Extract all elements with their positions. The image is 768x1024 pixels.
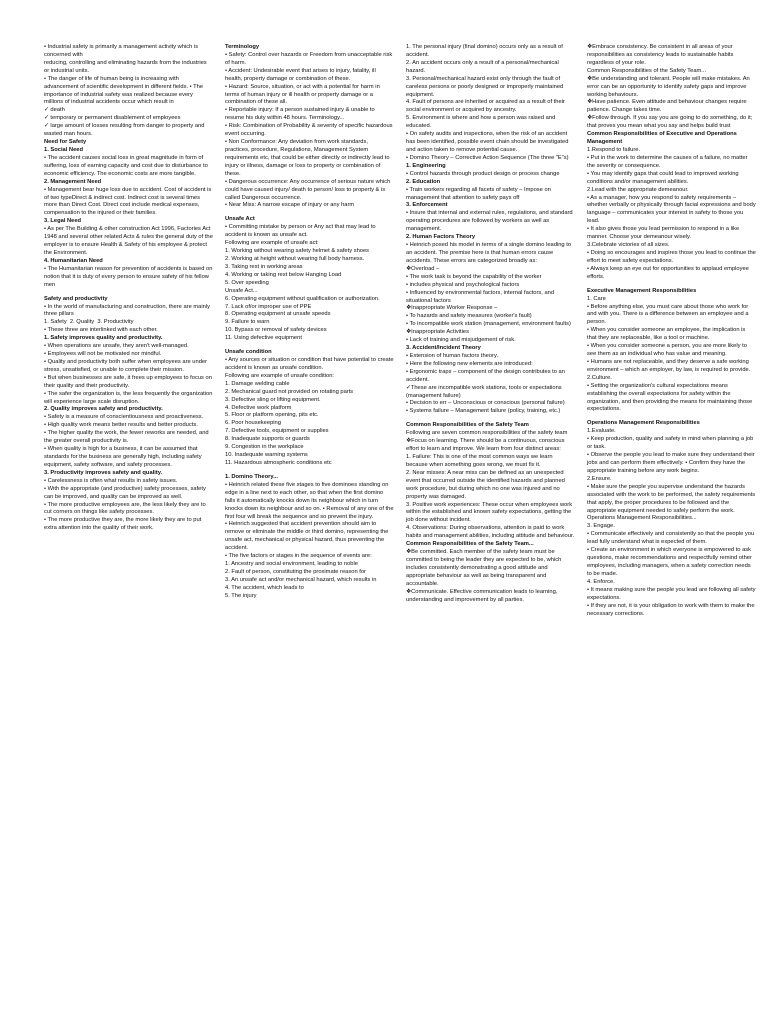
column-4 [587, 44, 756, 974]
paragraph: • Doing so encourages and inspires those you lead to continue the effort to meet safety expectations. [587, 249, 758, 264]
paragraph: 10. Bypass or removal of safety devices [225, 327, 327, 334]
paragraph: 2.Culture. [587, 374, 612, 381]
paragraph: • To hazards and safety measures (worker's fault) [406, 313, 532, 320]
section-heading: 3. Enforcement [406, 202, 448, 209]
paragraph: • Observe the people you lead to make sure they understand their jobs and can perform them effectively. • Confirm they have the appropriate training before any work begins. [587, 452, 757, 474]
paragraph: • The accident causes social loss in great magnitude in form of suffering, loss of earning capacity and cost due to disturbance to economic efficiency. The economic costs are more tangible. [44, 154, 210, 177]
paragraph: • With the appropriate (and productive) safety processes, safety can be improved, and quality can be improved as well. [44, 485, 208, 500]
paragraph: • Create an environment in which everyone is empowered to ask questions, make recommendations and respectfully remind other employees, including managers, when a safety correction needs to be made. [587, 547, 754, 577]
paragraph: • To incompatible work station (management, environment faults) [406, 321, 571, 328]
paragraph: • High quality work means better results and better products. [44, 422, 198, 429]
paragraph: 2. Fault of person, constituting the proximate reason for [225, 569, 366, 575]
paragraph: • Carelessness is often what results in safety issues. [44, 477, 178, 484]
paragraph: 2.Lead with the appropriate demeanour. [587, 186, 689, 193]
section-heading: 3. Productivity improves safety and quality. [44, 469, 163, 476]
section-heading: Need for Safety [44, 139, 87, 146]
paragraph: 3. Taking rest in working areas [225, 263, 303, 270]
paragraph: 8. Operating equipment at unsafe speeds [225, 311, 331, 318]
section-heading: 2. Management Need [44, 178, 102, 185]
paragraph: 5. Environment is where and how a person was raised and educated. [406, 115, 557, 130]
paragraph: • The safer the organization is, the less frequently the organization will experience large scale disruption. [44, 390, 215, 405]
paragraph: 1. Safety 2. Quality 3. Productivity [44, 319, 134, 326]
paragraph: • The more productive employees are, the less likely they are to cut corners on things like safety processes. [44, 501, 208, 516]
section-heading: 3. Accident/Incident Theory [406, 345, 481, 352]
paragraph: • Industrial safety is primarily a management activity which is concerned with [44, 44, 200, 58]
paragraph: • Hazard: Source, situation, or act with a potential for harm in terms of human injury or ill health or property damage or a combination of these all. [225, 83, 382, 106]
paragraph: • These three are interlinked with each other. [44, 327, 158, 334]
paragraph: • The higher quality the work, the fewer reworks are needed, and the greater overall productivity is. [44, 430, 211, 445]
paragraph: 5. The injury [225, 592, 257, 599]
paragraph: 4. Fault of persons are inherited or acquired as a result of their social environment or acquired by ancestry. [406, 99, 567, 114]
paragraph: 10. Inadequate warning systems [225, 452, 308, 459]
paragraph: Unsafe Act... [225, 287, 258, 294]
paragraph: • Always keep an eye out for opportunities to applaud employee efforts. [587, 265, 751, 280]
paragraph: • Heinrich related these five stages to five dominoes standing on edge in a line next to each other, so that when the first domino falls it automatically knocks down its neighbour which in turn knocks down its neighbour and so on. • Removal of any one of the first four will break the sequence and so prevent the injury. [225, 481, 396, 520]
paragraph: • Influenced by environmental factors, internal factors, and situational factors [406, 289, 556, 304]
paragraph: • Extension of human factors theory. [406, 352, 499, 359]
section-heading: 2. Education [406, 178, 441, 185]
section-heading: Common Responsibilities of the Safety Team... [406, 541, 534, 548]
paragraph: • Management bear huge loss due to accident. Cost of accident is of two typeDirect & indirect cost. Indirect cost is several times more than Direct Cost. Direct cost include medical expenses, compensation to the injured or their families. [44, 186, 213, 217]
paragraph: 11. Hazardous atmospheric conditions etc [225, 460, 332, 467]
paragraph: 4. Defective work platform [225, 404, 292, 411]
paragraph: 4. The accident, which leads to [225, 584, 304, 591]
column-3 [406, 44, 575, 974]
paragraph: • Reportable injury: If a person sustained injury & unable to resume his duty within 48 hours. Terminology... [225, 107, 377, 122]
section-heading: Executive Management Responsibilities [587, 287, 697, 294]
paragraph: ✓ large amount of losses resulting from danger to property and wasted man hours. [44, 123, 207, 138]
paragraph: 3. Personal/mechanical hazard exist only through the fault of careless persons or poorly designed or improperly maintained equipment. [406, 75, 565, 98]
paragraph: • Setting the organization's cultural expectations means establishing the overall expectations for safety within the organization, and then providing the means for maintaining those expectations. [587, 382, 754, 413]
paragraph: 4. Observations: During observations, attention is paid to work habits and management abilities, including attitude and behaviour. [406, 525, 575, 540]
paragraph: • On safety audits and inspections, when the risk of an accident has been identified, possible event chain should be investigated and action taken to remove potential cause. [406, 131, 571, 153]
paragraph: • You may identify gaps that could lead to improved working conditions and/or management abilities. [587, 170, 741, 185]
section-heading: Safety and productivity [44, 295, 108, 302]
paragraph: • Any sources or situation or condition that have potential to create accident is known as unsafe condition. [225, 357, 396, 371]
paragraph: • It also gives those you lead permission to respond in a like manner. Choose your demeanour wisely. [587, 226, 741, 241]
paragraph: • If they are not, it is your obligation to work with them to make the necessary corrections. [587, 602, 757, 617]
paragraph: • Lack of training and misjudgement of risk. [406, 337, 516, 344]
paragraph: • Communicate effectively and consistently so that the people you lead fully understand what is expected of them. [587, 531, 756, 546]
paragraph: • Decision to err – Unconscious or conscious (personal failure) [406, 400, 565, 407]
paragraph: • The danger of life of human being is increasing with advancement of scientific development in different fields. • The importance of industrial safety was realized because every millions of industrial accidents occur which result in [44, 75, 205, 106]
paragraph: 3.Celebrate victories of all sizes. [587, 242, 670, 249]
paragraph: 1. Ancestry and social environment, leading to noble [225, 561, 358, 568]
paragraph: • Non Conformance: Any deviation from work standards, practices, procedure, Regulations, Management System requirements etc, that could be either directly or indirectly lead to injury or illness, damage or loss to property or combination of these. [225, 139, 392, 177]
paragraph: 2. An accident occurs only a result of a personal/mechanical hazard. [406, 59, 561, 74]
paragraph: • Employees will not be motivated nor mindful. [44, 351, 162, 358]
paragraph: ❖Focus on learning. There should be a continuous, conscious effort to learn and improve. We learn from four distinct areas: [406, 438, 567, 453]
paragraph: ❖Communicate. Effective communication leads to learning, understanding and improvement by all parties. [406, 588, 560, 603]
paragraph: 1.Respond to failure. [587, 146, 641, 153]
paragraph: 4. Enforce. [587, 578, 615, 585]
paragraph: • The more productive they are, the more likely they are to put extra attention into the quality of their work. [44, 517, 203, 532]
paragraph: 2. Near misses: A near miss can be defined as an unexpected event that occurred outside the identified hazards and planned work procedure, but during which no one was injured and no property was damaged. [406, 469, 567, 500]
section-heading: 1. Social Need [44, 146, 83, 153]
paragraph: • Before anything else, you must care about those who work for and with you. There is a difference between an employee and a person. [587, 303, 751, 326]
paragraph: 9. Congestion in the workplace [225, 444, 304, 451]
paragraph: Following are seven common responsibilities of the safety team [406, 430, 568, 437]
column-2 [225, 44, 394, 974]
paragraph: • Near Miss: A narrow escape of injury or any harm [225, 202, 355, 209]
paragraph: ✓ death [44, 107, 65, 114]
section-heading: 2. Human Factors Theory [406, 234, 476, 241]
paragraph: 1. Failure: This is one of the most common ways we learn because when something goes wrong, we must fix it. [406, 454, 555, 468]
paragraph: • Committing mistake by person or Any act that may lead to accident is known as unsafe act. [225, 224, 378, 239]
paragraph: • When you consider someone an employee, the implication is that they are replaceable, like a tool or machine. [587, 327, 747, 342]
section-heading: 3. Legal Need [44, 218, 82, 225]
paragraph: 3. Engage. [587, 523, 615, 530]
paragraph: 1. The personal injury (final domino) occurs only as a result of accident. [406, 44, 565, 58]
paragraph: • Heinrich posed his model in terms of a single domino leading to an accident. The premise here is that human errors cause accidents. These errors are categorized broadly as: [406, 242, 573, 264]
paragraph: • Here the following new elements are introduced: [406, 360, 533, 367]
paragraph: • The five factors or stages in the sequence of events are: [225, 553, 372, 560]
paragraph: • Domino Theory – Corrective Action Sequence (The three "E"s) [406, 154, 569, 161]
paragraph: ❖Follow through. If you say you are going to do something, do it; that proves you mean what you say and helps build trust [587, 115, 754, 130]
section-heading: 1. Safety improves quality and productivity. [44, 335, 163, 342]
paragraph: ❖Be understanding and tolerant. People will make mistakes. An error can be an opportunity to identify safety gaps and improve working behaviours. [587, 75, 752, 98]
section-heading: 1. Engineering [406, 162, 446, 169]
paragraph: • Humans are not replaceable, and they deserve a safe working environment – which an employer, by law, is required to provide. [587, 358, 751, 373]
paragraph: ❖Have patience. Even attitude and behaviour changes require patience. Change takes time. [587, 99, 749, 114]
paragraph: • Control hazards through product design or process change [406, 170, 560, 177]
section-heading: Unsafe condition [225, 349, 272, 356]
section-heading: 1. Domino Theory... [225, 473, 278, 480]
paragraph: 1. Damage welding cable [225, 380, 290, 387]
paragraph: • Put in the work to determine the causes of a failure, no matter the severity or consequence. [587, 154, 750, 169]
paragraph: • Safety: Control over hazards or Freedom from unacceptable risk of harm. [225, 51, 394, 66]
paragraph: 7. Lack of/or improper use of PPE [225, 303, 312, 310]
paragraph: 2.Ensure. [587, 475, 612, 482]
paragraph: • includes physical and psychological factors [406, 281, 520, 288]
paragraph: 6. Poor housekeeping [225, 420, 281, 427]
section-heading: 2. Quality improves safety and productivity. [44, 406, 163, 413]
paragraph: • Risk: Combination of Probability & severity of specific hazardous event occurring. [225, 123, 395, 138]
paragraph: • Ergonomic traps – component of the design contributes to an accident. [406, 368, 567, 383]
section-heading: Operations Management Responsibilities [587, 420, 700, 427]
paragraph: • When quality is high for a business, it can be assumed that standards for the business are generally high, including safety equipment, safety software, and safety processes. [44, 446, 204, 468]
document-page [44, 44, 756, 974]
paragraph: 7. Defective tools, equipment or supplies [225, 428, 329, 435]
paragraph: 1. Care [587, 295, 606, 302]
paragraph: 1.Evaluate. [587, 428, 616, 435]
paragraph: Following are example of unsafe condition: [225, 372, 334, 379]
paragraph: 11. Using defective equipment [225, 335, 302, 342]
paragraph: ❖Overload – [406, 265, 440, 272]
section-heading: 4. Humanitarian Need [44, 257, 103, 264]
paragraph: ❖Embrace consistency. Be consistent in all areas of your responsibilities as consistency leads to sustainable habits regardless of your role. [587, 44, 735, 66]
section-heading: Unsafe Act [225, 216, 255, 223]
paragraph: ❖Inappropriate Activities [406, 329, 470, 336]
paragraph: Common Responsibilities of the Safety Team... [587, 67, 707, 74]
paragraph: • It means making sure the people you lead are following all safety expectations. [587, 586, 758, 601]
paragraph: 2. Mechanical guard not provided on rotating parts [225, 388, 354, 395]
paragraph: • Accident: Undesirable event that arises to injury, fatality, ill health, property damage or combination of these. [225, 67, 378, 82]
paragraph: • Insure that internal and external rules, regulations, and standard operating procedures are followed by workers as well as management. [406, 210, 575, 233]
paragraph: • Train workers regarding all facets of safety – Impose on management that attention to safety pays off [406, 186, 553, 201]
paragraph: • Quality and productivity both suffer when employees are under stress, unsatisfied, or unable to complete their mission. [44, 358, 209, 373]
paragraph: • Heinrich suggested that accident prevention should aim to remove or eliminate the middle or third domino, representing the unsafe act, mechanical or physical hazard, thus preventing the accident. [225, 521, 390, 552]
paragraph: ❖Inappropriate Worker Response – [406, 305, 498, 312]
paragraph: 3. An unsafe act and/or mechanical hazard, which results in [225, 576, 377, 583]
paragraph: 6. Operating equipment without qualification or authorization. [225, 295, 380, 302]
paragraph: 8. Inadequate supports or guards [225, 436, 310, 443]
paragraph: • Make sure the people you supervise understand the hazards associated with the work to be performed, the safety requirements that apply, the proper procedures to be followed and the appropriate equipment needed to safely perform the work. [587, 483, 757, 514]
paragraph: • When you consider someone a person, you are more likely to see them as an individual who has value and meaning. [587, 343, 749, 358]
paragraph: • As a manager, how you respond to safety requirements – whether verbally or physically through facial expressions and body language – communicates your interest in safety to those you lead. [587, 194, 758, 225]
paragraph: • Safety is a measure of conscientiousness and proactiveness. [44, 414, 204, 421]
paragraph: • As per The Building & other construction Act 1996, Factories Act 1948 and several other related Acts & rules the general duty of the employer is to ensure Health & Safety of his employee & protect the Environment. [44, 226, 215, 256]
paragraph: • In the world of manufacturing and construction, there are mainly three pillars [44, 303, 212, 318]
paragraph: 1. Working without wearing safety helmet & safety shoes [225, 248, 370, 255]
paragraph: 3. Defective sling or lifting equipment. [225, 396, 321, 403]
paragraph: ❖Be committed. Each member of the safety team must be committed to being the leader they are expected to be, which includes consistently demonstrating a good attitude and appropriate behaviour as well as being transparent and accountable. [406, 549, 563, 587]
paragraph: reducing, controlling and eliminating hazards from the industries or industrial units. [44, 59, 209, 74]
paragraph: • The work task is beyond the capability of the worker [406, 273, 542, 280]
paragraph: • But when businesses are safe, it frees up employees to focus on their quality and their productivity. [44, 374, 214, 389]
paragraph: 9. Failure to warn [225, 319, 270, 326]
paragraph: • Dangerous occurrence: Any occurrence of serious nature which could have caused injury/ death to person/ loss to property & is called Dangerous occurrence. [225, 178, 392, 201]
paragraph: • Systems failure – Management failure (policy, training, etc.) [406, 408, 561, 415]
paragraph: • The Humanitarian reason for prevention of accidents is based on notion that it is duty of every person to ensure safety of his fellow men [44, 265, 215, 288]
paragraph: 5. Over speeding [225, 279, 269, 286]
paragraph: • Keep production, quality and safety in mind when planning a job or task. [587, 436, 755, 451]
column-1 [44, 44, 213, 974]
paragraph: Operations Management Responsibilities... [587, 515, 697, 522]
paragraph: ✓These are incompatible work stations, tools or expectations (management failure) [406, 384, 564, 399]
section-heading: Common Responsibilities of Executive and Operations Management [587, 131, 739, 146]
paragraph: • When operations are unsafe, they aren't well-managed. [44, 343, 189, 350]
section-heading: Terminology [225, 44, 260, 50]
paragraph: Following are example of unsafe act: [225, 240, 319, 247]
section-heading: Common Responsibilities of the Safety Team [406, 422, 529, 429]
paragraph: ✓ temporary or permanent disablement of employees [44, 115, 181, 122]
paragraph: 3. Positive work experiences: These occur when employees work within the established and known safety expectations, getting the job done without incident. [406, 501, 574, 524]
paragraph: 2. Working at height without wearing full body harness. [225, 255, 365, 262]
paragraph: 5. Floor or platform opening, pits etc. [225, 412, 319, 419]
paragraph: 4. Working or taking rest below Hanging Load [225, 271, 342, 278]
